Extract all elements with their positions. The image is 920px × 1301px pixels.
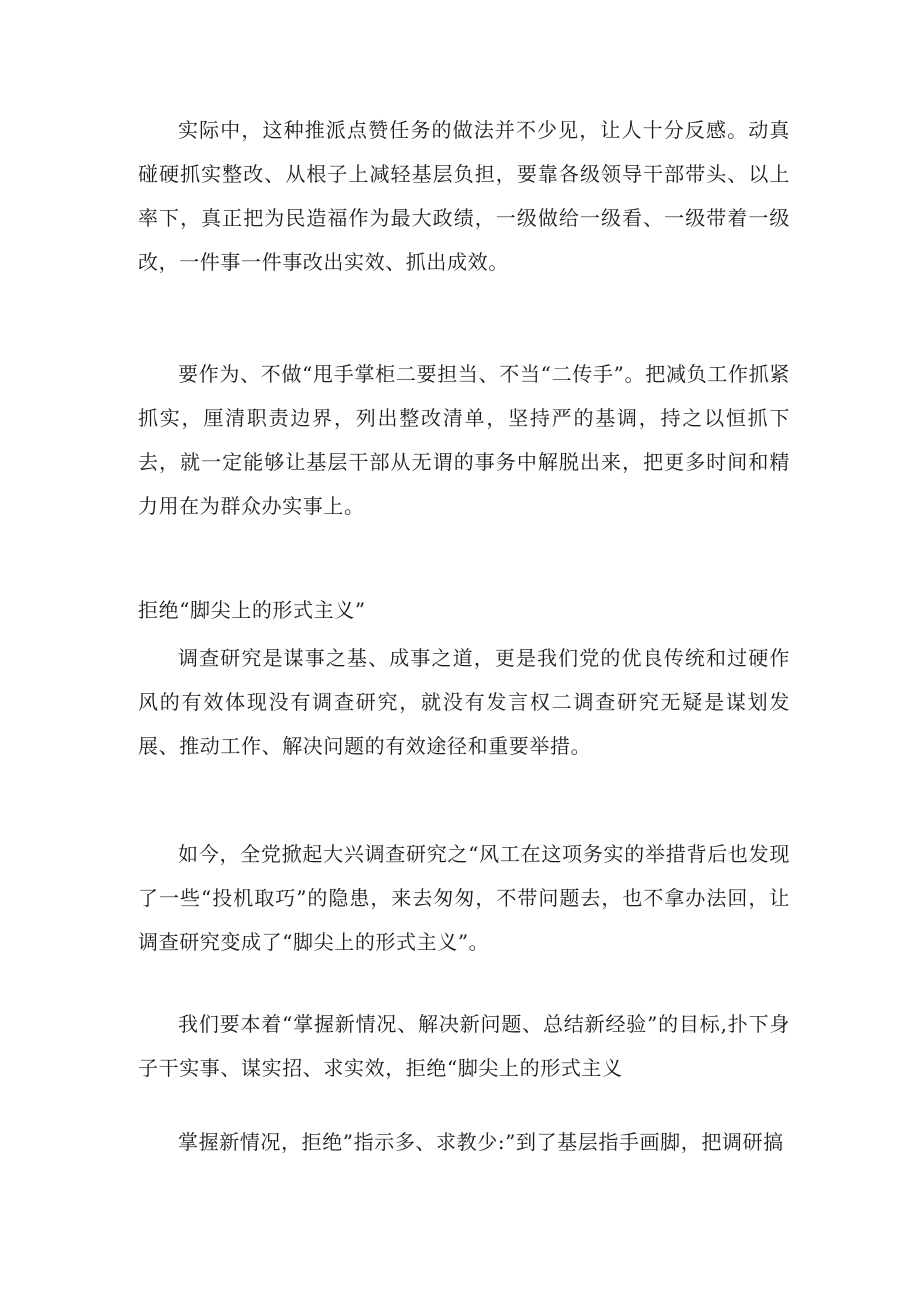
paragraph-5: 我们要本着“掌握新情况、解决新问题、总结新经验”的目标,扑下身子干实事、谋实招、求实效，拒绝“脚尖上的形式主义 <box>138 1012 790 1080</box>
section-heading: 拒绝“脚尖上的形式主义” <box>138 598 366 622</box>
paragraph-6: 掌握新情况，拒绝”指示多、求教少:”到了基层指手画脚，把调研搞 <box>178 1130 784 1154</box>
paragraph-3: 调查研究是谋事之基、成事之道，更是我们党的优良传统和过硬作风的有效体现没有调查研究，就没有发言权二调查研究无疑是谋划发展、推动工作、解决问题的有效途径和重要举措。 <box>138 646 790 758</box>
paragraph-2: 要作为、不做“甩手掌柜二要担当、不当“二传手”。把减负工作抓紧抓实，厘清职责边界，列出整改清单，坚持严的基调，持之以恒抓下去，就一定能够让基层干部从无谓的事务中解脱出来，把更多时间和精力用在为群众办实事上。 <box>138 362 790 518</box>
paragraph-1: 实际中，这种推派点赞任务的做法并不少见，让人十分反感。动真碰硬抓实整改、从根子上减轻基层负担，要靠各级领导干部带头、以上率下，真正把为民造福作为最大政绩，一级做给一级看、一级带着一级改，一件事一件事改出实效、抓出成效。 <box>138 118 790 274</box>
paragraph-4: 如今，全党掀起大兴调查研究之“风工在这项务实的举措背后也发现了一些“投机取巧”的隐患，来去匆匆，不带问题去，也不拿办法回，让调查研究变成了“脚尖上的形式主义”。 <box>138 842 790 954</box>
